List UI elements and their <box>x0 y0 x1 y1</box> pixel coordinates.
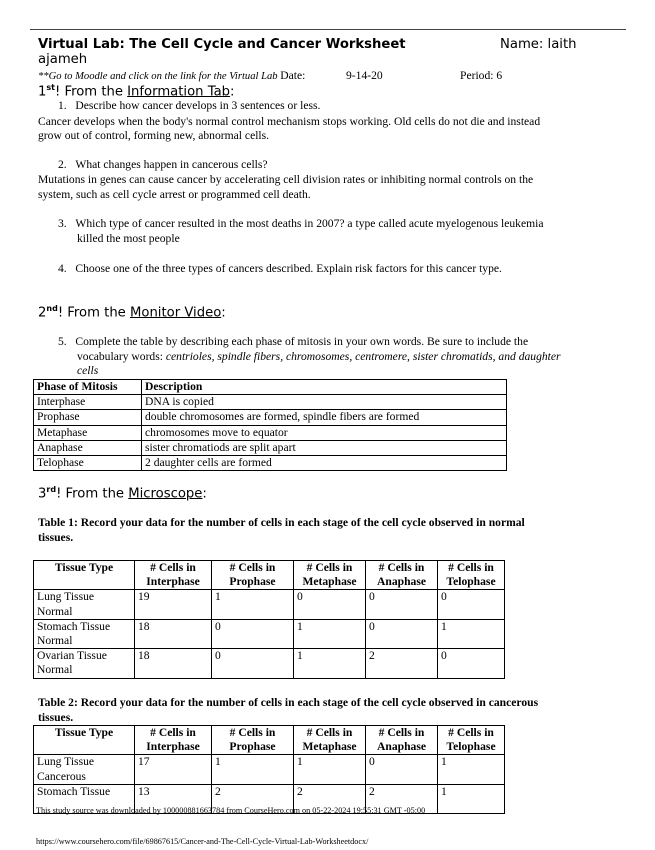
column-header-line-2 <box>37 740 131 754</box>
cell-count: 1 <box>294 755 366 784</box>
column-header <box>366 561 438 590</box>
answer-2-line-1: Mutations in genes can cause cancer by accelerating cell division rates or inhibiting normal controls on the <box>38 173 534 186</box>
cell-count: 0 <box>212 649 294 678</box>
column-header-line-1: # Cells in <box>448 561 494 574</box>
header-rule <box>30 29 626 30</box>
student-name: Name: laith <box>500 37 577 52</box>
column-header-line-2: Telophase <box>446 740 496 754</box>
column-header-line-2: Prophase <box>229 740 276 754</box>
period: Period: 6 <box>460 69 503 82</box>
column-header-line-1: # Cells in <box>229 561 276 574</box>
question-4: 4. Choose one of the three types of cancers described. Explain risk factors for this cancer type. <box>58 262 502 275</box>
column-header <box>294 726 366 755</box>
cell-count: 0 <box>366 590 438 619</box>
table-row <box>34 649 505 678</box>
cell-count: 1 <box>212 755 294 784</box>
tissue-type-cell-line-2: Normal <box>37 663 73 677</box>
column-header-line-1: # Cells in <box>378 726 425 739</box>
table-row <box>34 425 507 440</box>
table-header-row <box>34 561 505 590</box>
tissue-type-cell-line-1: Lung Tissue <box>37 590 95 604</box>
column-header-line-2: Metaphase <box>302 575 357 589</box>
column-header <box>366 726 438 755</box>
table-row <box>34 395 507 410</box>
description-cell: 2 daughter cells are formed <box>142 456 507 471</box>
cell-count: 13 <box>135 784 212 813</box>
source-url: https://www.coursehero.com/file/69867615/Cancer-and-The-Cell-Cycle-Virtual-Lab-Worksheetdocx/ <box>36 837 369 846</box>
date-label: Date: <box>280 69 306 82</box>
answer-2-line-2: system, such as cell cycle arrest or programmed cell death. <box>38 188 311 201</box>
tissue-type-cell <box>34 755 135 784</box>
column-header-line-2: Interphase <box>146 575 200 589</box>
column-header-line-1: # Cells in <box>306 561 353 574</box>
mitosis-header-cell: Phase of Mitosis <box>34 380 142 395</box>
question-2: 2. What changes happen in cancerous cells? <box>58 158 268 171</box>
tissue-type-cell-line-1: Ovarian Tissue <box>37 649 107 663</box>
column-header-line-2: Metaphase <box>302 740 357 754</box>
student-name-continued: ajameh <box>38 52 88 67</box>
information-tab-link: Information Tab <box>127 84 231 100</box>
tissue-type-cell-line-2: Normal <box>37 634 73 648</box>
cell-count: 17 <box>135 755 212 784</box>
column-header <box>212 726 294 755</box>
table-row <box>34 755 505 784</box>
download-notice: This study source was downloaded by 100000881663784 from CourseHero.com on 05-22-2024 19:55:31 GMT -05:00 <box>36 806 426 815</box>
column-header <box>135 561 212 590</box>
table-1-caption-line-2: tissues. <box>38 531 74 544</box>
question-3-line-2: killed the most people <box>77 232 180 245</box>
tissue-type-cell <box>34 590 135 619</box>
question-5-line-1: 5. Complete the table by describing each phase of mitosis in your own words. Be sure to include the <box>58 335 529 348</box>
tissue-type-cell-line-2: Cancerous <box>37 769 86 783</box>
microscope-link: Microscope <box>128 486 203 502</box>
table-row <box>34 619 505 648</box>
cell-count: 1 <box>294 649 366 678</box>
phase-cell: Interphase <box>34 395 142 410</box>
tissue-type-cell <box>34 619 135 648</box>
table-2-caption-line-2: tissues. <box>38 711 74 724</box>
phase-cell: Prophase <box>34 410 142 425</box>
column-header <box>34 726 135 755</box>
cell-count: 1 <box>438 784 505 813</box>
description-cell: chromosomes move to equator <box>142 425 507 440</box>
column-header <box>438 561 505 590</box>
cell-count: 19 <box>135 590 212 619</box>
section-1-heading: 1st! From the Information Tab: <box>38 83 235 100</box>
column-header-line-1: # Cells in <box>150 561 196 574</box>
tissue-type-cell-line-1: Stomach Tissue <box>37 784 111 798</box>
column-header-line-1: Tissue Type <box>54 726 114 740</box>
column-header-line-2: Prophase <box>229 575 276 589</box>
cell-count: 1 <box>294 619 366 648</box>
cell-count: 2 <box>294 784 366 813</box>
answer-1-line-1: Cancer develops when the body's normal control mechanism stops working. Old cells do not die and instead <box>38 115 541 128</box>
cell-count: 18 <box>135 619 212 648</box>
date-value: 9-14-20 <box>346 69 383 82</box>
column-header-line-1: # Cells in <box>378 561 425 574</box>
mitosis-header-row <box>34 380 507 395</box>
column-header-line-2: Interphase <box>146 740 200 754</box>
cell-count: 1 <box>212 590 294 619</box>
phase-cell: Metaphase <box>34 425 142 440</box>
section-2-heading: 2nd! From the Monitor Video: <box>38 304 226 321</box>
column-header <box>438 726 505 755</box>
table-2-caption-line-1: Table 2: Record your data for the number of cells in each stage of the cell cycle observed in cancerous <box>38 696 539 709</box>
cell-count: 18 <box>135 649 212 678</box>
mitosis-table <box>33 379 507 471</box>
cell-count: 0 <box>212 619 294 648</box>
answer-1-line-2: grow out of control, forming new, abnormal cells. <box>38 129 270 142</box>
cell-count: 0 <box>366 619 438 648</box>
instruction-text: **Go to Moodle and click on the link for the Virtual Lab <box>38 71 278 82</box>
column-header-line-1: # Cells in <box>448 726 494 739</box>
column-header <box>34 561 135 590</box>
table-row <box>34 410 507 425</box>
phase-cell: Telophase <box>34 456 142 471</box>
table-1-caption-line-1: Table 1: Record your data for the number of cells in each stage of the cell cycle observed in normal <box>38 516 525 529</box>
cell-count: 0 <box>366 755 438 784</box>
cell-count: 1 <box>438 619 505 648</box>
column-header-line-1: # Cells in <box>229 726 276 739</box>
normal-tissue-table <box>33 560 505 679</box>
cell-count: 0 <box>294 590 366 619</box>
cell-count: 2 <box>366 784 438 813</box>
description-cell: DNA is copied <box>142 395 507 410</box>
column-header-line-1: # Cells in <box>306 726 353 739</box>
cell-count: 2 <box>366 649 438 678</box>
table-header-row <box>34 726 505 755</box>
worksheet-title: Virtual Lab: The Cell Cycle and Cancer Worksheet <box>38 37 406 52</box>
table-row <box>34 440 507 455</box>
column-header-line-2: Anaphase <box>377 575 426 589</box>
column-header <box>135 726 212 755</box>
cell-count: 1 <box>438 755 505 784</box>
cell-count: 0 <box>438 649 505 678</box>
tissue-type-cell-line-1: Stomach Tissue <box>37 619 111 633</box>
column-header-line-2: Telophase <box>446 575 496 589</box>
column-header-line-2: Anaphase <box>377 740 426 754</box>
column-header <box>294 561 366 590</box>
column-header-line-1: Tissue Type <box>54 561 114 575</box>
tissue-type-cell-line-1: Lung Tissue <box>37 755 95 769</box>
question-5-line-2: vocabulary words: centrioles, spindle fibers, chromosomes, centromere, sister chromatids, and daughter <box>77 350 561 363</box>
column-header-line-2 <box>37 575 131 589</box>
phase-cell: Anaphase <box>34 440 142 455</box>
question-5-line-3: cells <box>77 364 99 377</box>
mitosis-header-cell: Description <box>142 380 507 395</box>
description-cell: double chromosomes are formed, spindle fibers are formed <box>142 410 507 425</box>
column-header <box>212 561 294 590</box>
description-cell: sister chromatiods are split apart <box>142 440 507 455</box>
cell-count: 0 <box>438 590 505 619</box>
cell-count: 2 <box>212 784 294 813</box>
tissue-type-cell <box>34 649 135 678</box>
section-3-heading: 3rd! From the Microscope: <box>38 485 207 502</box>
table-row <box>34 456 507 471</box>
table-row <box>34 590 505 619</box>
monitor-video-link: Monitor Video <box>130 305 222 321</box>
cancerous-tissue-table <box>33 725 505 814</box>
question-3-line-1: 3. Which type of cancer resulted in the most deaths in 2007? a type called acute myelogenous leukemia <box>58 217 544 230</box>
question-1: 1. Describe how cancer develops in 3 sentences or less. <box>58 99 321 112</box>
tissue-type-cell-line-2: Normal <box>37 604 73 618</box>
column-header-line-1: # Cells in <box>150 726 196 739</box>
